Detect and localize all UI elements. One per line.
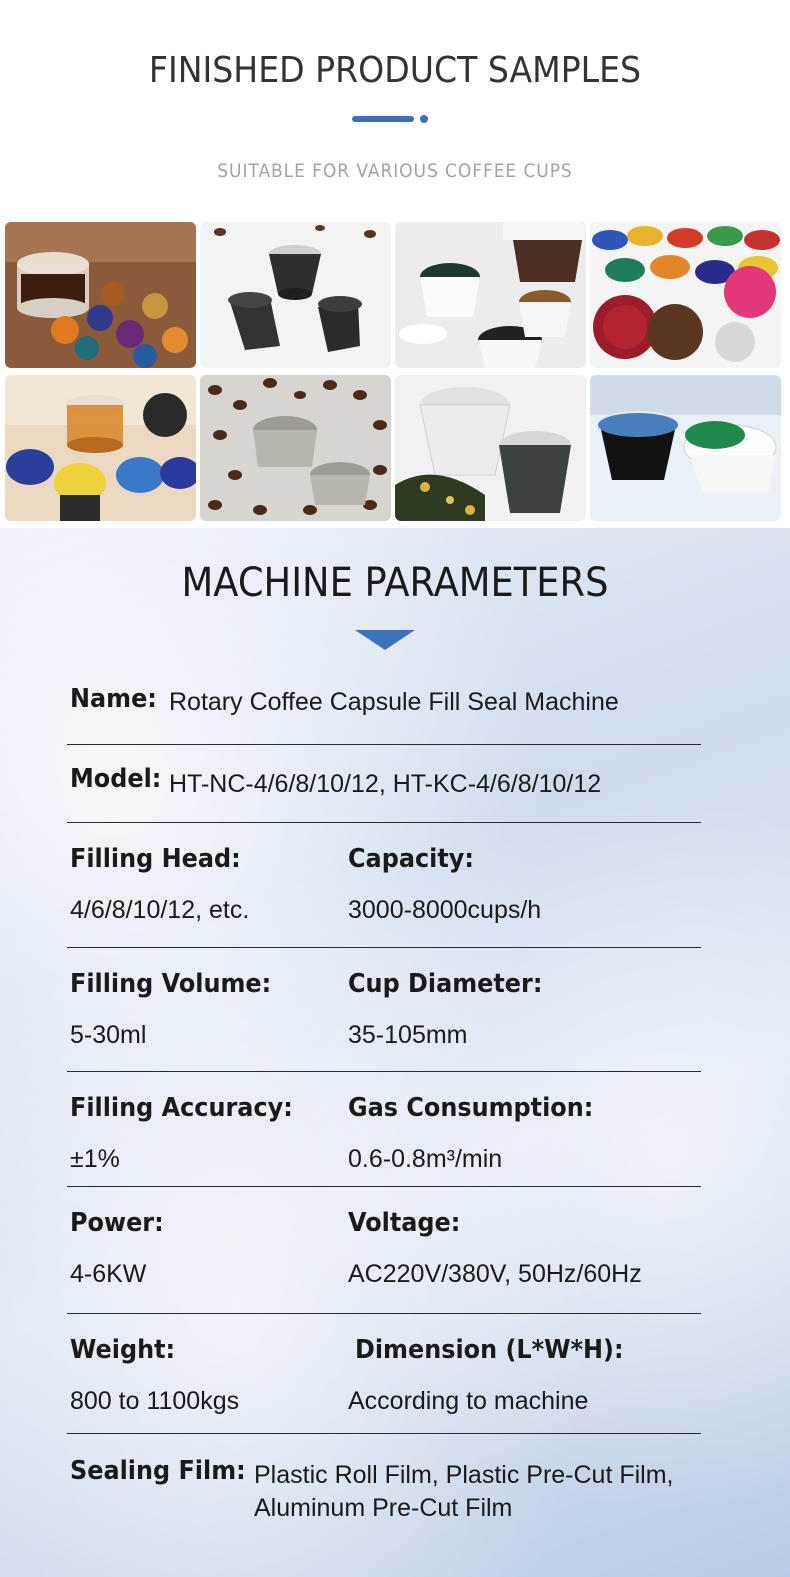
gas-consumption-label: Gas Consumption:	[348, 1093, 594, 1123]
coffee-pods-beans-image	[200, 375, 391, 521]
black-capsules-image	[200, 222, 391, 368]
tea-capsules-image	[395, 375, 586, 521]
lavazza-capsules-image	[5, 375, 196, 521]
power-label: Power:	[70, 1208, 164, 1238]
filling-accuracy-value: ±1%	[70, 1145, 120, 1173]
divider	[67, 822, 701, 823]
dimension-value: According to machine	[348, 1387, 589, 1415]
espresso-capsules-image	[5, 222, 196, 368]
power-value: 4-6KW	[70, 1260, 147, 1288]
sealing-film-value-line2: Aluminum Pre-Cut Film	[254, 1494, 513, 1522]
samples-subtitle: SUITABLE FOR VARIOUS COFFEE CUPS	[217, 160, 573, 182]
filling-head-value: 4/6/8/10/12, etc.	[70, 896, 250, 924]
divider	[67, 744, 701, 745]
divider	[67, 1433, 701, 1434]
samples-title: FINISHED PRODUCT SAMPLES	[148, 50, 642, 91]
divider	[67, 1186, 701, 1187]
sealing-film-label: Sealing Film:	[70, 1456, 246, 1486]
sealing-film-value-line1: Plastic Roll Film, Plastic Pre-Cut Film,	[254, 1461, 674, 1489]
model-value: HT-NC-4/6/8/10/12, HT-KC-4/6/8/10/12	[169, 770, 602, 798]
gas-consumption-value: 0.6-0.8m³/min	[348, 1145, 503, 1173]
parameters-section	[0, 528, 790, 1577]
parameters-title: MACHINE PARAMETERS	[181, 560, 609, 606]
voltage-value: AC220V/380V, 50Hz/60Hz	[348, 1260, 642, 1288]
title-underline-dot	[420, 115, 428, 123]
down-triangle-icon	[355, 630, 415, 650]
cup-diameter-value: 35-105mm	[348, 1021, 468, 1049]
filling-head-label: Filling Head:	[70, 844, 241, 874]
filling-volume-label: Filling Volume:	[70, 969, 272, 999]
model-label: Model:	[70, 764, 162, 794]
capacity-value: 3000-8000cups/h	[348, 896, 542, 924]
filling-volume-value: 5-30ml	[70, 1021, 147, 1049]
k-cup-pods-image	[395, 222, 586, 368]
blendy-cups-image	[590, 375, 781, 521]
filling-accuracy-label: Filling Accuracy:	[70, 1093, 293, 1123]
weight-label: Weight:	[70, 1335, 176, 1365]
samples-section	[0, 0, 790, 528]
divider	[67, 1313, 701, 1314]
title-underline	[352, 116, 414, 122]
dolce-gusto-capsules-image	[590, 222, 781, 368]
divider	[67, 947, 701, 948]
name-value: Rotary Coffee Capsule Fill Seal Machine	[169, 688, 619, 716]
capacity-label: Capacity:	[348, 844, 474, 874]
cup-diameter-label: Cup Diameter:	[348, 969, 543, 999]
voltage-label: Voltage:	[348, 1208, 461, 1238]
weight-value: 800 to 1100kgs	[70, 1387, 240, 1415]
name-label: Name:	[70, 684, 157, 714]
divider	[67, 1071, 701, 1072]
dimension-label: Dimension (L*W*H):	[355, 1335, 624, 1365]
